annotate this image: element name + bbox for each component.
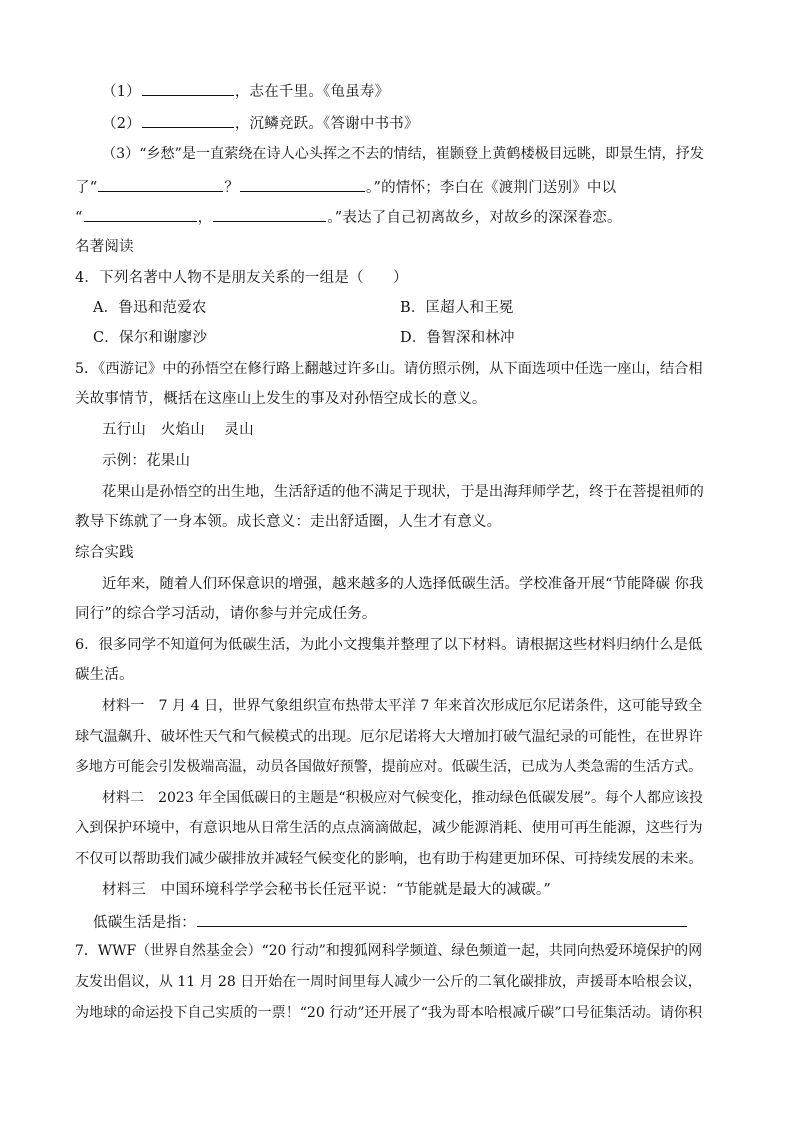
q6-material-3: 材料三 中国环境科学学会秘书长任冠平说：“节能就是最大的减碳。” bbox=[102, 882, 551, 898]
answer-blank[interactable] bbox=[142, 112, 234, 128]
q6-material-2-line-1: 材料二 2023 年全国低碳日的主题是“积极应对气候变化，推动绿色低碳发展”。每个人都应该投 bbox=[102, 790, 704, 806]
q3-line-4 bbox=[75, 176, 616, 198]
q7-stem-line-3: 为地球的命运投下自己实质的一票！“20 行动”还开展了“我为哥本哈根减斤碳”口号征集活动。请你积 bbox=[75, 1005, 702, 1021]
q4-option-b[interactable]: B．匡超人和王冕 bbox=[400, 300, 514, 316]
item-number: （2） bbox=[102, 116, 141, 132]
section-heading-reading: 名著阅读 bbox=[75, 239, 134, 255]
q4-option-d[interactable]: D．鲁智深和林冲 bbox=[400, 330, 515, 346]
text-fragment: “ bbox=[75, 210, 83, 226]
item-text: ，志在千里。《龟虽寿》 bbox=[234, 84, 390, 100]
text-fragment: 。”表达了自己初离故乡，对故乡的深深眷恋。 bbox=[327, 210, 622, 226]
q6-material-1-line-3: 多地方可能会引发极端高温，动员各国做好预警，提前应对。低碳生活，已成为人类急需的生活方式。 bbox=[75, 759, 703, 775]
q5-stem-line-2: 关故事情节，概括在这座山上发生的事及对孙悟空成长的意义。 bbox=[75, 391, 487, 407]
text-fragment: 。”的情怀；李白在《渡荆门送别》中以 bbox=[366, 180, 617, 196]
q6-answer-line bbox=[93, 911, 688, 933]
q6-stem-line-1: 6．很多同学不知道何为低碳生活，为此小文搜集并整理了以下材料。请根据这些材料归纳什么是低 bbox=[75, 637, 703, 653]
q3-line-3: （3）“乡愁”是一直萦绕在诗人心头挥之不去的情结，崔颢登上黄鹤楼极目远眺，即景生情，抒发 bbox=[102, 146, 704, 162]
intro-line-1: 近年来，随着人们环保意识的增强，越来越多的人选择低碳生活。学校准备开展“节能降碳 你我 bbox=[102, 576, 704, 592]
q6-material-2-line-3: 不仅可以帮助我们减少碳排放并减轻气候变化的影响，也有助于构建更加环保、可持续发展的未来。 bbox=[75, 851, 703, 867]
q6-material-1-line-1: 材料一 7 月 4 日，世界气象组织宣布热带太平洋 7 年来首次形成厄尔尼诺条件，这可能导致全 bbox=[102, 698, 703, 714]
text-fragment: 了“ bbox=[75, 180, 98, 196]
text-fragment: ？ bbox=[224, 180, 240, 196]
answer-blank[interactable] bbox=[142, 80, 234, 96]
q4-option-a[interactable]: A．鲁迅和范爱农 bbox=[93, 300, 207, 316]
q5-example-line-2: 教导下练就了一身本领。成长意义：走出舒适圈，人生才有意义。 bbox=[75, 514, 502, 530]
item-text: ，沉鳞竞跃。《答谢中书书》 bbox=[234, 116, 419, 132]
q6-stem-line-2: 碳生活。 bbox=[75, 667, 134, 683]
q5-example-label: 示例：花果山 bbox=[102, 453, 191, 469]
answer-label: 低碳生活是指： bbox=[93, 915, 196, 931]
section-heading-practice: 综合实践 bbox=[75, 545, 134, 561]
q7-stem-line-1: 7．WWF（世界自然基金会）“20 行动”和搜狐网科学频道、绿色频道一起，共同向热爱环境保护的网 bbox=[75, 943, 703, 959]
item-number: （1） bbox=[102, 84, 141, 100]
q7-stem-line-2: 友发出倡议，从 11 月 28 日开始在一周时间里每人减少一公斤的二氧化碳排放，声援哥本哈根会议， bbox=[75, 974, 702, 990]
q5-example-line-1: 花果山是孙悟空的出生地，生活舒适的他不满足于现状，于是出海拜师学艺，终于在菩提祖师的 bbox=[102, 484, 704, 500]
q6-material-1-line-2: 球气温飙升、破坏性天气和气候模式的出现。厄尔尼诺将大大增加打破气温纪录的可能性，在世界许 bbox=[75, 729, 703, 745]
q3-line-1 bbox=[102, 80, 389, 102]
answer-blank[interactable] bbox=[197, 911, 687, 927]
q6-material-2-line-2: 入到保护环境中，有意识地从日常生活的点点滴滴做起，减少能源消耗、使用可再生能源，这些行为 bbox=[75, 820, 703, 836]
q3-line-2 bbox=[102, 112, 419, 134]
answer-blank[interactable] bbox=[240, 176, 365, 192]
answer-blank[interactable] bbox=[213, 206, 326, 222]
q5-stem-line-1: 5．《西游记》中的孙悟空在修行路上翻越过许多山。请仿照示例，从下面选项中任选一座山，结合相 bbox=[75, 361, 703, 377]
answer-blank[interactable] bbox=[98, 176, 223, 192]
q4-stem: 4．下列名著中人物不是朋友关系的一组是（ ） bbox=[75, 270, 408, 286]
answer-blank[interactable] bbox=[84, 206, 197, 222]
q3-line-5 bbox=[75, 206, 622, 228]
q4-option-c[interactable]: C．保尔和谢廖沙 bbox=[93, 330, 208, 346]
text-fragment: ， bbox=[197, 210, 213, 226]
intro-line-2: 同行”的综合学习活动，请你参与并完成任务。 bbox=[75, 606, 377, 622]
q5-mountain-options: 五行山 火焰山 灵山 bbox=[102, 422, 254, 438]
